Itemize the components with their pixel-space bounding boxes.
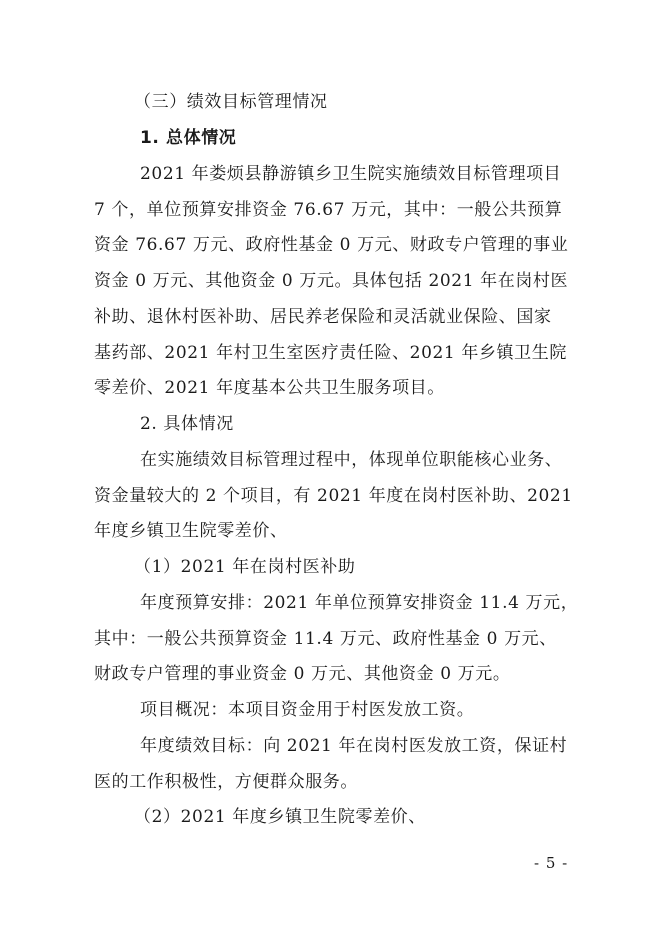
paragraph-line: 年度乡镇卫生院零差价、	[94, 521, 288, 541]
subheading-overall-situation: 1. 总体情况	[140, 128, 237, 148]
paragraph-line: 7 个，单位预算安排资金 76.67 万元，其中：一般公共预算	[94, 200, 563, 220]
section-heading-performance-goals: （三）绩效目标管理情况	[134, 92, 328, 112]
paragraph-line: 在实施绩效目标管理过程中，体现单位职能核心业务、	[140, 450, 563, 470]
paragraph-line: 医的工作积极性，方便群众服务。	[94, 772, 358, 792]
item-heading-zero-markup: （2）2021 年度乡镇卫生院零差价、	[134, 807, 426, 827]
page-number: - 5 -	[534, 854, 569, 872]
paragraph-line: 资金 76.67 万元、政府性基金 0 万元、财政专户管理的事业	[94, 235, 569, 255]
paragraph-line: 资金 0 万元、其他资金 0 万元。具体包括 2021 年在岗村医	[94, 271, 569, 291]
paragraph-line: 基药部、2021 年村卫生室医疗责任险、2021 年乡镇卫生院	[94, 343, 567, 363]
paragraph-line: 补助、退休村医补助、居民养老保险和灵活就业保险、国家	[94, 307, 552, 327]
paragraph-line: 零差价、2021 年度基本公共卫生服务项目。	[94, 378, 445, 398]
paragraph-line: 项目概况：本项目资金用于村医发放工资。	[140, 700, 475, 720]
paragraph-line: 资金量较大的 2 个项目，有 2021 年度在岗村医补助、2021	[94, 486, 573, 506]
paragraph-line: 2021 年娄烦县静游镇乡卫生院实施绩效目标管理项目	[140, 164, 562, 184]
paragraph-line: 年度预算安排：2021 年单位预算安排资金 11.4 万元，	[140, 593, 579, 613]
item-heading-village-doctor-subsidy: （1）2021 年在岗村医补助	[134, 557, 356, 577]
subheading-specific-situation: 2. 具体情况	[140, 414, 234, 434]
paragraph-line: 年度绩效目标：向 2021 年在岗村医发放工资，保证村	[140, 736, 568, 756]
paragraph-line: 财政专户管理的事业资金 0 万元、其他资金 0 万元。	[94, 664, 511, 684]
paragraph-line: 其中：一般公共预算资金 11.4 万元、政府性基金 0 万元、	[94, 629, 557, 649]
